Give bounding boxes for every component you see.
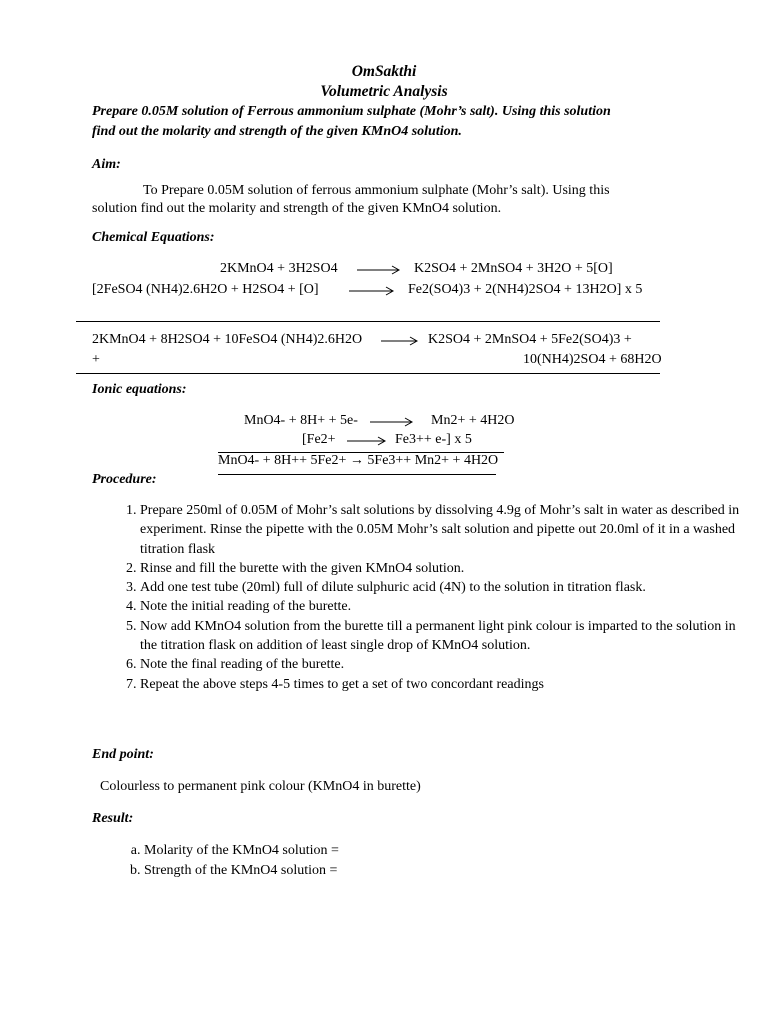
aim-heading: Aim: xyxy=(92,157,121,172)
reaction-arrow-icon xyxy=(346,436,388,446)
chem-eq-3-left: 2KMnO4 + 8H2SO4 + 10FeSO4 (NH4)2.6H2O xyxy=(92,332,363,347)
procedure-steps-list xyxy=(92,501,740,694)
divider-line xyxy=(76,373,660,374)
result-heading: Result: xyxy=(92,811,134,826)
result-item: b. Strength of the KMnO4 solution = xyxy=(144,861,339,881)
procedure-step: 3. Add one test tube (20ml) full of dilute sulphuric acid (4N) to the solution in titration flask. xyxy=(140,578,740,597)
reaction-arrow-icon xyxy=(356,265,402,275)
procedure-step: 2. Rinse and fill the burette with the given KMnO4 solution. xyxy=(140,559,740,578)
question-line-2: find out the molarity and strength of the given KMnO4 solution. xyxy=(92,124,462,139)
divider-line xyxy=(76,321,660,322)
school-name: OmSakthi xyxy=(351,63,417,80)
chem-eq-1-right: K2SO4 + 2MnSO4 + 3H2O + 5[O] xyxy=(414,261,613,276)
ionic-eq-1-right: Mn2+ + 4H2O xyxy=(431,413,515,428)
procedure-heading: Procedure: xyxy=(92,472,157,487)
chem-eq-1-left: 2KMnO4 + 3H2SO4 xyxy=(220,261,338,276)
chemical-equations-heading: Chemical Equations: xyxy=(92,230,215,245)
result-item: a. Molarity of the KMnO4 solution = xyxy=(144,841,339,861)
procedure-step: 7. Repeat the above steps 4-5 times to get a set of two concordant readings xyxy=(140,675,740,694)
page-title: Volumetric Analysis xyxy=(320,83,448,100)
reaction-arrow-icon xyxy=(380,336,420,346)
ionic-eq-2-left: [Fe2+ xyxy=(302,432,336,447)
result-list xyxy=(92,841,339,880)
procedure-step: 1. Prepare 250ml of 0.05M of Mohr’s salt solutions by dissolving 4.9g of Mohr’s salt in water as described in experiment. Rinse the pipette with the 0.05M Mohr’s salt solution and pipette out 20.0ml of it in a washed titration flask xyxy=(140,501,740,559)
procedure-step: 4. Note the initial reading of the burette. xyxy=(140,597,740,616)
end-point-text: Colourless to permanent pink colour (KMnO4 in burette) xyxy=(100,779,421,794)
ionic-eq-2-right: Fe3++ e-] x 5 xyxy=(395,432,472,447)
procedure-step: 6. Note the final reading of the burette. xyxy=(140,655,740,674)
ionic-eq-1-left: MnO4- + 8H+ + 5e- xyxy=(244,413,358,428)
end-point-heading: End point: xyxy=(92,747,154,762)
chem-eq-2-left: [2FeSO4 (NH4)2.6H2O + H2SO4 + [O] xyxy=(92,282,319,297)
aim-line-1: To Prepare 0.05M solution of ferrous ammonium sulphate (Mohr’s salt). Using this xyxy=(143,183,610,198)
reaction-arrow-icon xyxy=(369,417,415,427)
chem-eq-3-right: K2SO4 + 2MnSO4 + 5Fe2(SO4)3 + xyxy=(428,332,632,347)
question-line-1: Prepare 0.05M solution of Ferrous ammonium sulphate (Mohr’s salt). Using this solution xyxy=(92,104,611,119)
reaction-arrow-icon xyxy=(348,286,396,296)
ionic-eq-net: MnO4- + 8H++ 5Fe2+ → 5Fe3++ Mn2+ + 4H2O xyxy=(218,453,499,468)
chem-eq-3-continuation: 10(NH4)2SO4 + 68H2O xyxy=(523,352,662,367)
procedure-step: 5. Now add KMnO4 solution from the burette till a permanent light pink colour is imparted to the solution in the titration flask on addition of least single drop of KMnO4 solution. xyxy=(140,617,740,656)
chem-eq-2-right: Fe2(SO4)3 + 2(NH4)2SO4 + 13H2O] x 5 xyxy=(408,282,643,297)
aim-line-2: solution find out the molarity and strength of the given KMnO4 solution. xyxy=(92,201,502,216)
divider-line xyxy=(218,474,496,475)
ionic-equations-heading: Ionic equations: xyxy=(92,382,187,397)
chem-eq-3-plus: + xyxy=(92,352,100,367)
